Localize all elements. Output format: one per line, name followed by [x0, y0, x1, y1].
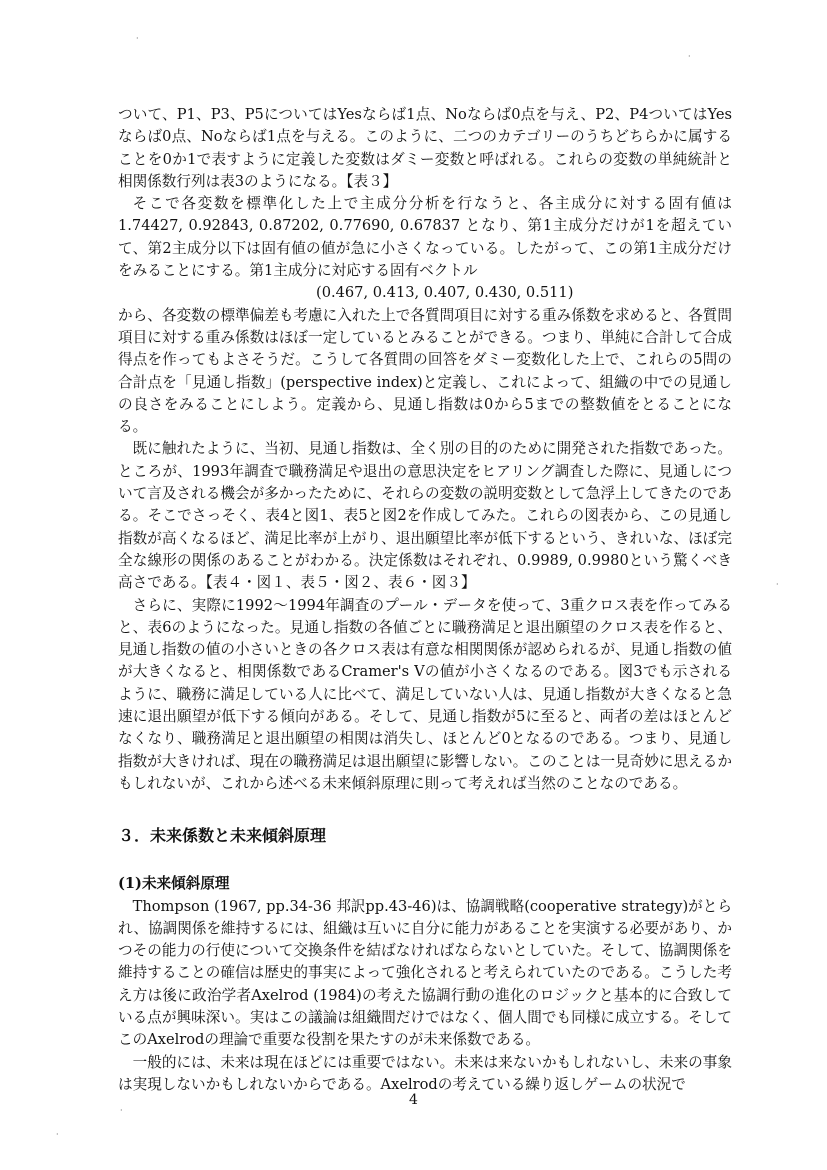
scan-speck: ·	[688, 52, 691, 61]
paragraph: そこで各変数を標準化した上で主成分分析を行なうと、各主成分に対する固有値は1.74427, 0.92843, 0.87202, 0.77690, 0.67837 となり、第1主成分だけが1を超えていて、第2主成分以下は固有値の値が急に小さくなっている。したがって、この第1主成分だけをみることにする。第1主成分に対応する固有ベクトル	[118, 195, 732, 280]
paragraph: さらに、実際に1992〜1994年調査のプール・データを使って、3重クロス表を作ってみると、表6のようになった。見通し指数の各値ごとに職務満足と退出願望のクロス表を作ると、見通し指数の値の小さいときの各クロス表は有意な相関関係が認められるが、見通し指数の値が大きくなると、相関係数であるCramer's Vの値が小さくなるのである。図3でも示されるように、職務に満足している人に比べて、満足していない人は、見通し指数が大きくなると急速に退出願望が低下する傾向がある。そして、見通し指数が5に至ると、両者の差はほとんどなくなり、職務満足と退出願望の相関は消失し、ほとんど0となるのである。つまり、見通し指数が大きければ、現在の職務満足は退出願望に影響しない。このことは一見奇妙に思えるかもしれないが、これから述べる未来傾斜原理に則って考えれば当然のことなのである。	[118, 596, 732, 792]
scan-speck: ·	[120, 1106, 123, 1115]
body-text	[118, 104, 732, 1096]
subsection-heading: (1)未来傾斜原理	[118, 875, 230, 893]
eigenvector: (0.467, 0.413, 0.407, 0.430, 0.511)	[316, 284, 574, 302]
page-number: 4	[409, 1092, 418, 1108]
paragraph: 既に触れたように、当初、見通し指数は、全く別の目的のために開発された指数であった。ところが、1993年調査で職務満足や退出の意思決定をヒアリング調査した際に、見通しについて言及される機会が多かったために、それらの変数の説明変数として急浮上してきたのである。そこでさっそく、表4と図1、表5と図2を作成してみた。これらの図表から、この見通し指数が高くなるほど、満足比率が上がり、退出願望比率が低下するという、きれいな、ほぼ完全な線形の関係のあることがわかる。決定係数はそれぞれ、0.9989, 0.9980という驚くべき高さである。【表４・図１、表５・図２、表６・図３】	[118, 440, 732, 592]
paragraph: ついて、P1、P3、P5についてはYesならば1点、Noならば0点を与え、P2、P4ついてはYesならば0点、Noならば1点を与える。このように、二つのカテゴリーのうちどちらかに属することを0か1で表すように定義した変数はダミー変数と呼ばれる。これらの変数の単純統計と相関係数行列は表3のようになる。【表３】	[118, 106, 732, 190]
paragraph: 一般的には、未来は現在ほどには重要ではない。未来は来ないかもしれないし、未来の事象は実現しないかもしれないからである。Axelrodの考えている繰り返しゲームの状況で	[118, 1053, 732, 1093]
paragraph: から、各変数の標準偏差も考慮に入れた上で各質問項目に対する重み係数を求めると、各質問項目に対する重み係数はほぼ一定しているとみることができる。つまり、単純に合計して合成得点を作ってもよさそうだ。こうして各質問の回答をダミー変数化した上で、これらの5問の合計点を「見通し指数」(perspective index)と定義し、これによって、組織の中での見通しの良さをみることにしよう。定義から、見通し指数は0から5までの整数値をとることになる。	[118, 306, 732, 436]
scan-speck: ·	[56, 1130, 59, 1139]
scan-speck: ·	[136, 34, 139, 43]
scan-speck: ·	[776, 580, 779, 589]
paragraph: Thompson (1967, pp.34-36 邦訳pp.43-46)は、協調戦略(cooperative strategy)がとられ、協調関係を維持するには、組織は互いに自分に能力があることを実演する必要があり、かつその能力の行使について交換条件を結ばなければならないとしていた。そして、協調関係を維持することの確信は歴史的事実によって強化されると考えられていたのである。こうした考え方は後に政治学者Axelrod (1984)の考えた協調行動の進化のロジックと基本的に合致している点が興味深い。実はこの議論は組織間だけではなく、個人間でも同様に成立する。そしてこのAxelrodの理論で重要な役割を果たすのが未来係数である。	[118, 897, 732, 1049]
section-heading: ３．未来係数と未来傾斜原理	[118, 826, 327, 846]
